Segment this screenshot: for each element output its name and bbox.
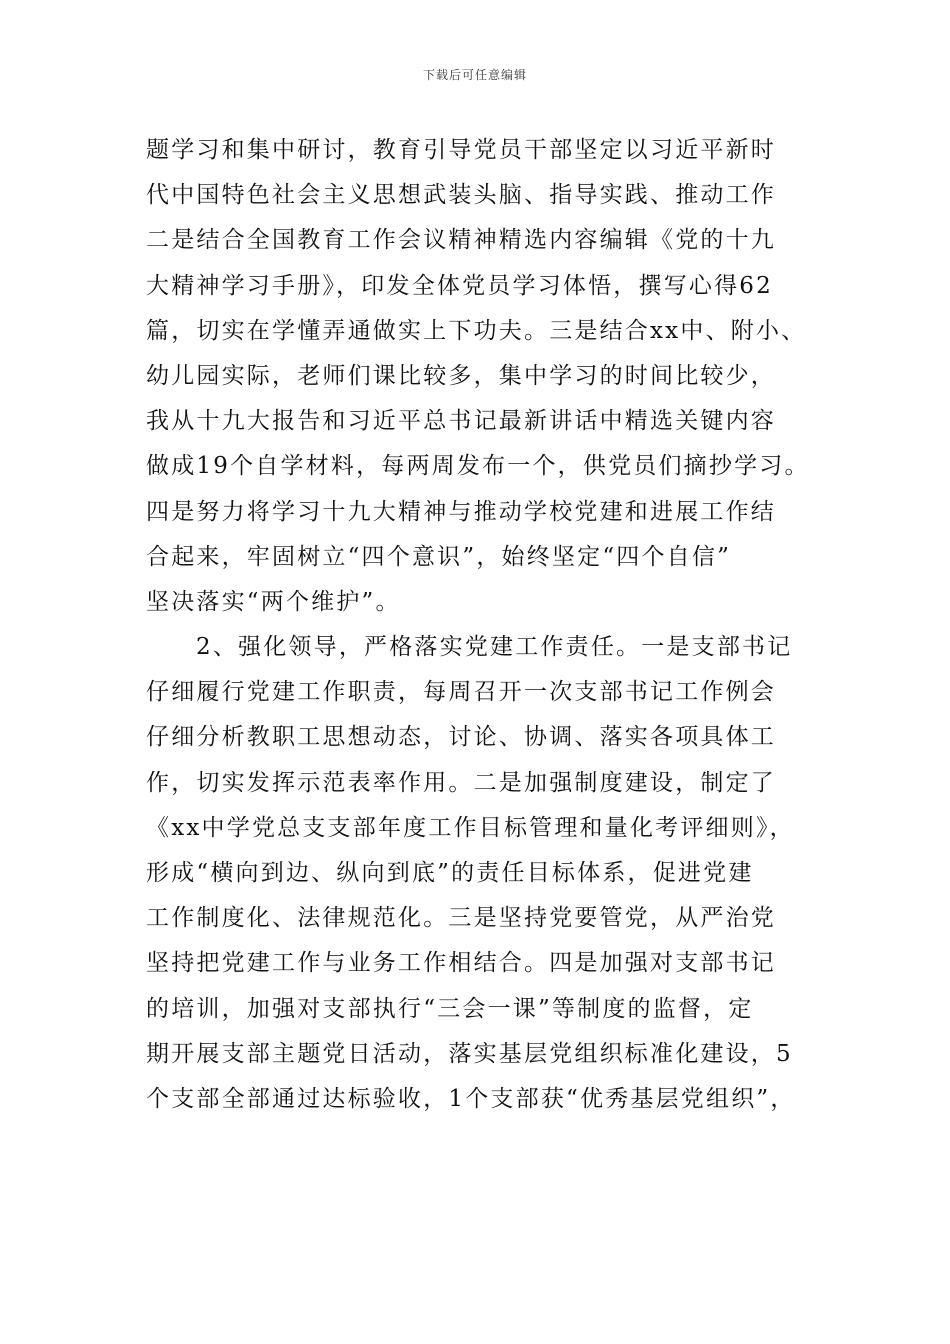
text-line: 做成19个自学材料，每两周发布一个，供党员们摘抄学习。 — [146, 453, 810, 480]
paragraph-2 — [146, 625, 826, 1122]
text-line: 幼儿园实际，老师们课比较多，集中学习的时间比较少， — [146, 362, 776, 389]
text-line: 的培训，加强对支部执行“三会一课”等制度的监督，定 — [146, 995, 754, 1022]
text-line: 个支部全部通过达标验收，1个支部获“优秀基层党组织”， — [146, 1085, 796, 1112]
text-line: 仔细履行党建工作职责，每周召开一次支部书记工作例会 — [146, 679, 776, 706]
document-body — [146, 128, 826, 1122]
text-line: 代中国特色社会主义思想武装头脑、指导实践、推动工作 — [146, 182, 776, 209]
text-line: 坚决落实“两个维护”。 — [146, 588, 401, 615]
text-line: 篇，切实在学懂弄通做实上下功夫。三是结合xx中、附小、 — [146, 317, 807, 344]
text-line: 2、强化领导，严格落实党建工作责任。一是支部书记 — [196, 634, 793, 661]
text-line: 四是努力将学习十九大精神与推动学校党建和进展工作结 — [146, 498, 776, 525]
text-line: 仔细分析教职工思想动态，讨论、协调、落实各项具体工 — [146, 724, 776, 751]
text-line: 题学习和集中研讨，教育引导党员干部坚定以习近平新时 — [146, 137, 776, 163]
paragraph-1 — [146, 128, 826, 625]
text-line: 坚持把党建工作与业务工作相结合。四是加强对支部书记 — [146, 950, 776, 977]
text-line: 二是结合全国教育工作会议精神精选内容编辑《党的十九 — [146, 227, 776, 254]
page-header: 下载后可任意编辑 — [422, 68, 527, 82]
text-line: 作，切实发挥示范表率作用。二是加强制度建设，制定了 — [146, 769, 776, 796]
text-line: 《xx中学党总支支部年度工作目标管理和量化考评细则》， — [146, 814, 795, 841]
text-line: 大精神学习手册》，印发全体党员学习体悟，撰写心得62 — [146, 272, 773, 299]
text-line: 工作制度化、法律规范化。三是坚持党要管党，从严治党 — [146, 905, 776, 932]
text-line: 期开展支部主题党日活动，落实基层党组织标准化建设，5 — [146, 1040, 793, 1067]
text-line: 形成“横向到边、纵向到底”的责任目标体系，促进党建 — [146, 860, 754, 886]
text-line: 我从十九大报告和习近平总书记最新讲话中精选关键内容 — [146, 408, 776, 435]
text-line: 合起来，牢固树立“四个意识”，始终坚定“四个自信” — [146, 543, 732, 570]
